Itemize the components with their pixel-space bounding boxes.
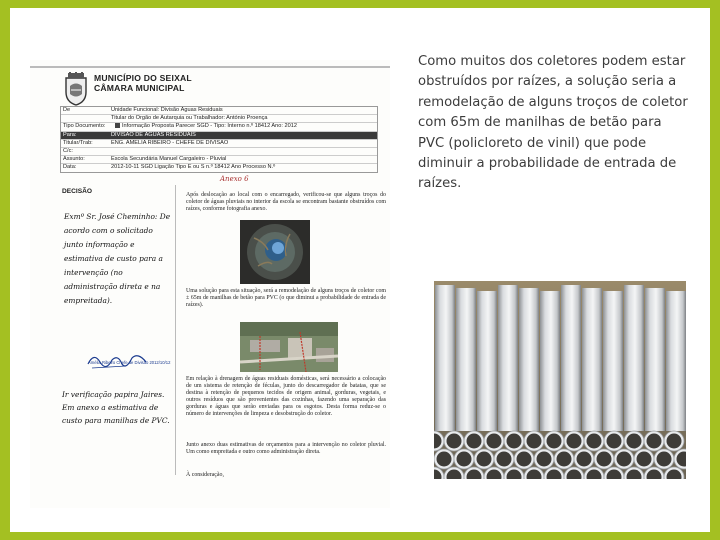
- pipe-body: [645, 288, 665, 431]
- pipe-opening: [567, 434, 582, 449]
- pipe-body: [561, 285, 581, 431]
- form-row-cc: [61, 148, 377, 156]
- pipe-opening: [637, 452, 652, 467]
- form-value: ENG. AMÉLIA RIBEIRO - CHEFE DE DIVISÃO: [111, 139, 229, 146]
- pipe-opening: [507, 434, 522, 449]
- pipe-body: [435, 285, 455, 431]
- pipe-opening: [557, 452, 572, 467]
- pipe-opening: [537, 452, 552, 467]
- body-paragraph: Uma solução para esta situação, será a remodelação de alguns troços de coletor com ± 65m de manilhas de betão para PVC (o que diminui a probabilidade de entrada de raízes).: [186, 288, 386, 308]
- document-form: [60, 106, 378, 173]
- form-value: Informação Proposta Parecer SGD - Tipo: Interno n.º 18412 Ano: 2012: [122, 123, 297, 130]
- pipe-opening: [547, 434, 562, 449]
- annex-note: Anexo 6: [220, 175, 249, 183]
- body-paragraph: Após deslocação ao local com o encarregado, verificou-se que alguns troços do coletor de águas pluviais no interior da escola se encontram bastante obstruídos com raízes, conforme fotografia anexo.: [186, 192, 386, 212]
- handwritten-note-2: Ir verificação papira Jaires. Em anexo a estimativa de custo para manilhas de PVC.: [62, 390, 170, 425]
- pipe-body: [456, 288, 476, 431]
- scanned-document: [30, 60, 390, 508]
- council-name: CÂMARA MUNICIPAL: [94, 83, 185, 93]
- slide: [10, 8, 710, 532]
- pipe-opening: [527, 434, 542, 449]
- pipe-opening: [587, 434, 602, 449]
- municipality-name: MUNICÍPIO DO SEIXAL: [94, 73, 192, 83]
- municipality-header: [94, 73, 192, 93]
- sewer-pipe-photo: [240, 220, 310, 284]
- form-row-date: [61, 164, 377, 171]
- pipe-body: [603, 291, 623, 431]
- pipe-opening: [607, 434, 622, 449]
- form-label: Data:: [63, 164, 77, 171]
- body-paragraph: Junto anexo duas estimativas de orçamentos para a intervenção no coletor pluvial. Um como empreitada e outro como administração direta.: [186, 442, 386, 455]
- form-label: Titular/Trab:: [63, 139, 93, 146]
- pipe-opening: [647, 434, 662, 449]
- decision-heading: DECISÃO: [62, 188, 93, 195]
- slide-caption: Como muitos dos coletores podem estar obstruídos por raízes, a solução seria a remodelação de alguns troços de coletor com 65m de manilhas de betão para PVC (policloreto de vinil) que pode diminuir a probabilidade de entrada de raízes.: [418, 54, 688, 192]
- form-row-subject: [61, 156, 377, 164]
- form-row-doc-type: [61, 123, 377, 131]
- pipe-opening: [627, 434, 642, 449]
- pipe-opening: [497, 452, 512, 467]
- form-label: De: [63, 107, 71, 113]
- pipe-opening: [617, 452, 632, 467]
- body-paragraph: À consideração,: [186, 472, 224, 478]
- form-label: C/c:: [63, 148, 73, 155]
- form-value: Titular do Órgão de Autarquia ou Trabalhador: António Proença: [111, 115, 268, 122]
- header-rule: [30, 66, 390, 68]
- handwritten-note: Exmº Sr. José Cheminho: De acordo com o solicitado junto informação e estimativa de custo para a intervenção (no administração direta e na empreitada).: [64, 212, 171, 305]
- form-row-recipient: [61, 140, 377, 148]
- pipe-opening: [657, 452, 672, 467]
- pipe-opening: [477, 452, 492, 467]
- pipe-opening: [487, 434, 502, 449]
- form-row-to: [61, 132, 377, 140]
- pipe-opening: [667, 434, 682, 449]
- form-row-from: [61, 107, 377, 115]
- pvc-pipes-photo: [434, 281, 686, 479]
- column-divider: [175, 185, 176, 475]
- pipe-opening: [457, 452, 472, 467]
- form-row-holder: [61, 115, 377, 123]
- form-value: [111, 148, 375, 155]
- municipal-crest-icon: [62, 72, 90, 106]
- pipe-opening: [577, 452, 592, 467]
- form-label: Assunto:: [63, 156, 85, 163]
- pipe-body: [666, 291, 686, 431]
- form-label: Tipo Documento:: [63, 123, 106, 130]
- form-label: [63, 115, 111, 122]
- form-value: DIVISÃO DE ÁGUAS RESIDUAIS: [111, 131, 196, 138]
- pipe-body: [498, 285, 518, 431]
- pipe-opening: [467, 434, 482, 449]
- aerial-site-photo: [240, 322, 338, 372]
- pipe-body: [624, 285, 644, 431]
- signature-stamp: Amélia Ribeiro Chefe de Divisão 2012/10/12: [88, 360, 171, 365]
- checkbox-informacao: [115, 123, 120, 128]
- pipe-opening: [437, 452, 452, 467]
- body-paragraph: Em relação à drenagem de águas residuais domésticas, será necessário a colocação de um sistema de retenção de féculas, junto do descarregador de batatas, que se destina à retenção de pequenos tecidos de origem animal, gorduras, vegetais, e outros resíduos que são provenientes das cozinhas, fazendo uma separação das gorduras e águas que serão enviadas para os esgotos. Desta forma reduz-se o número de intervenções de limpeza e desobstrução do coletor.: [186, 376, 386, 417]
- form-value: Escola Secundária Manuel Cargaleiro - Pluvial: [111, 156, 227, 163]
- pipe-body: [477, 291, 497, 431]
- form-label: Para:: [63, 131, 77, 138]
- pipe-body: [582, 288, 602, 431]
- pipe-body: [540, 291, 560, 431]
- form-value: 2012-10-11 SGD Ligação Tipo E ou S n.º 18412 Ano Processo N.º: [111, 164, 276, 171]
- pipe-opening: [597, 452, 612, 467]
- pipe-opening: [447, 434, 462, 449]
- form-value: Unidade Funcional: Divisão Águas Residuais: [111, 107, 223, 113]
- pipe-opening: [517, 452, 532, 467]
- pipe-body: [519, 288, 539, 431]
